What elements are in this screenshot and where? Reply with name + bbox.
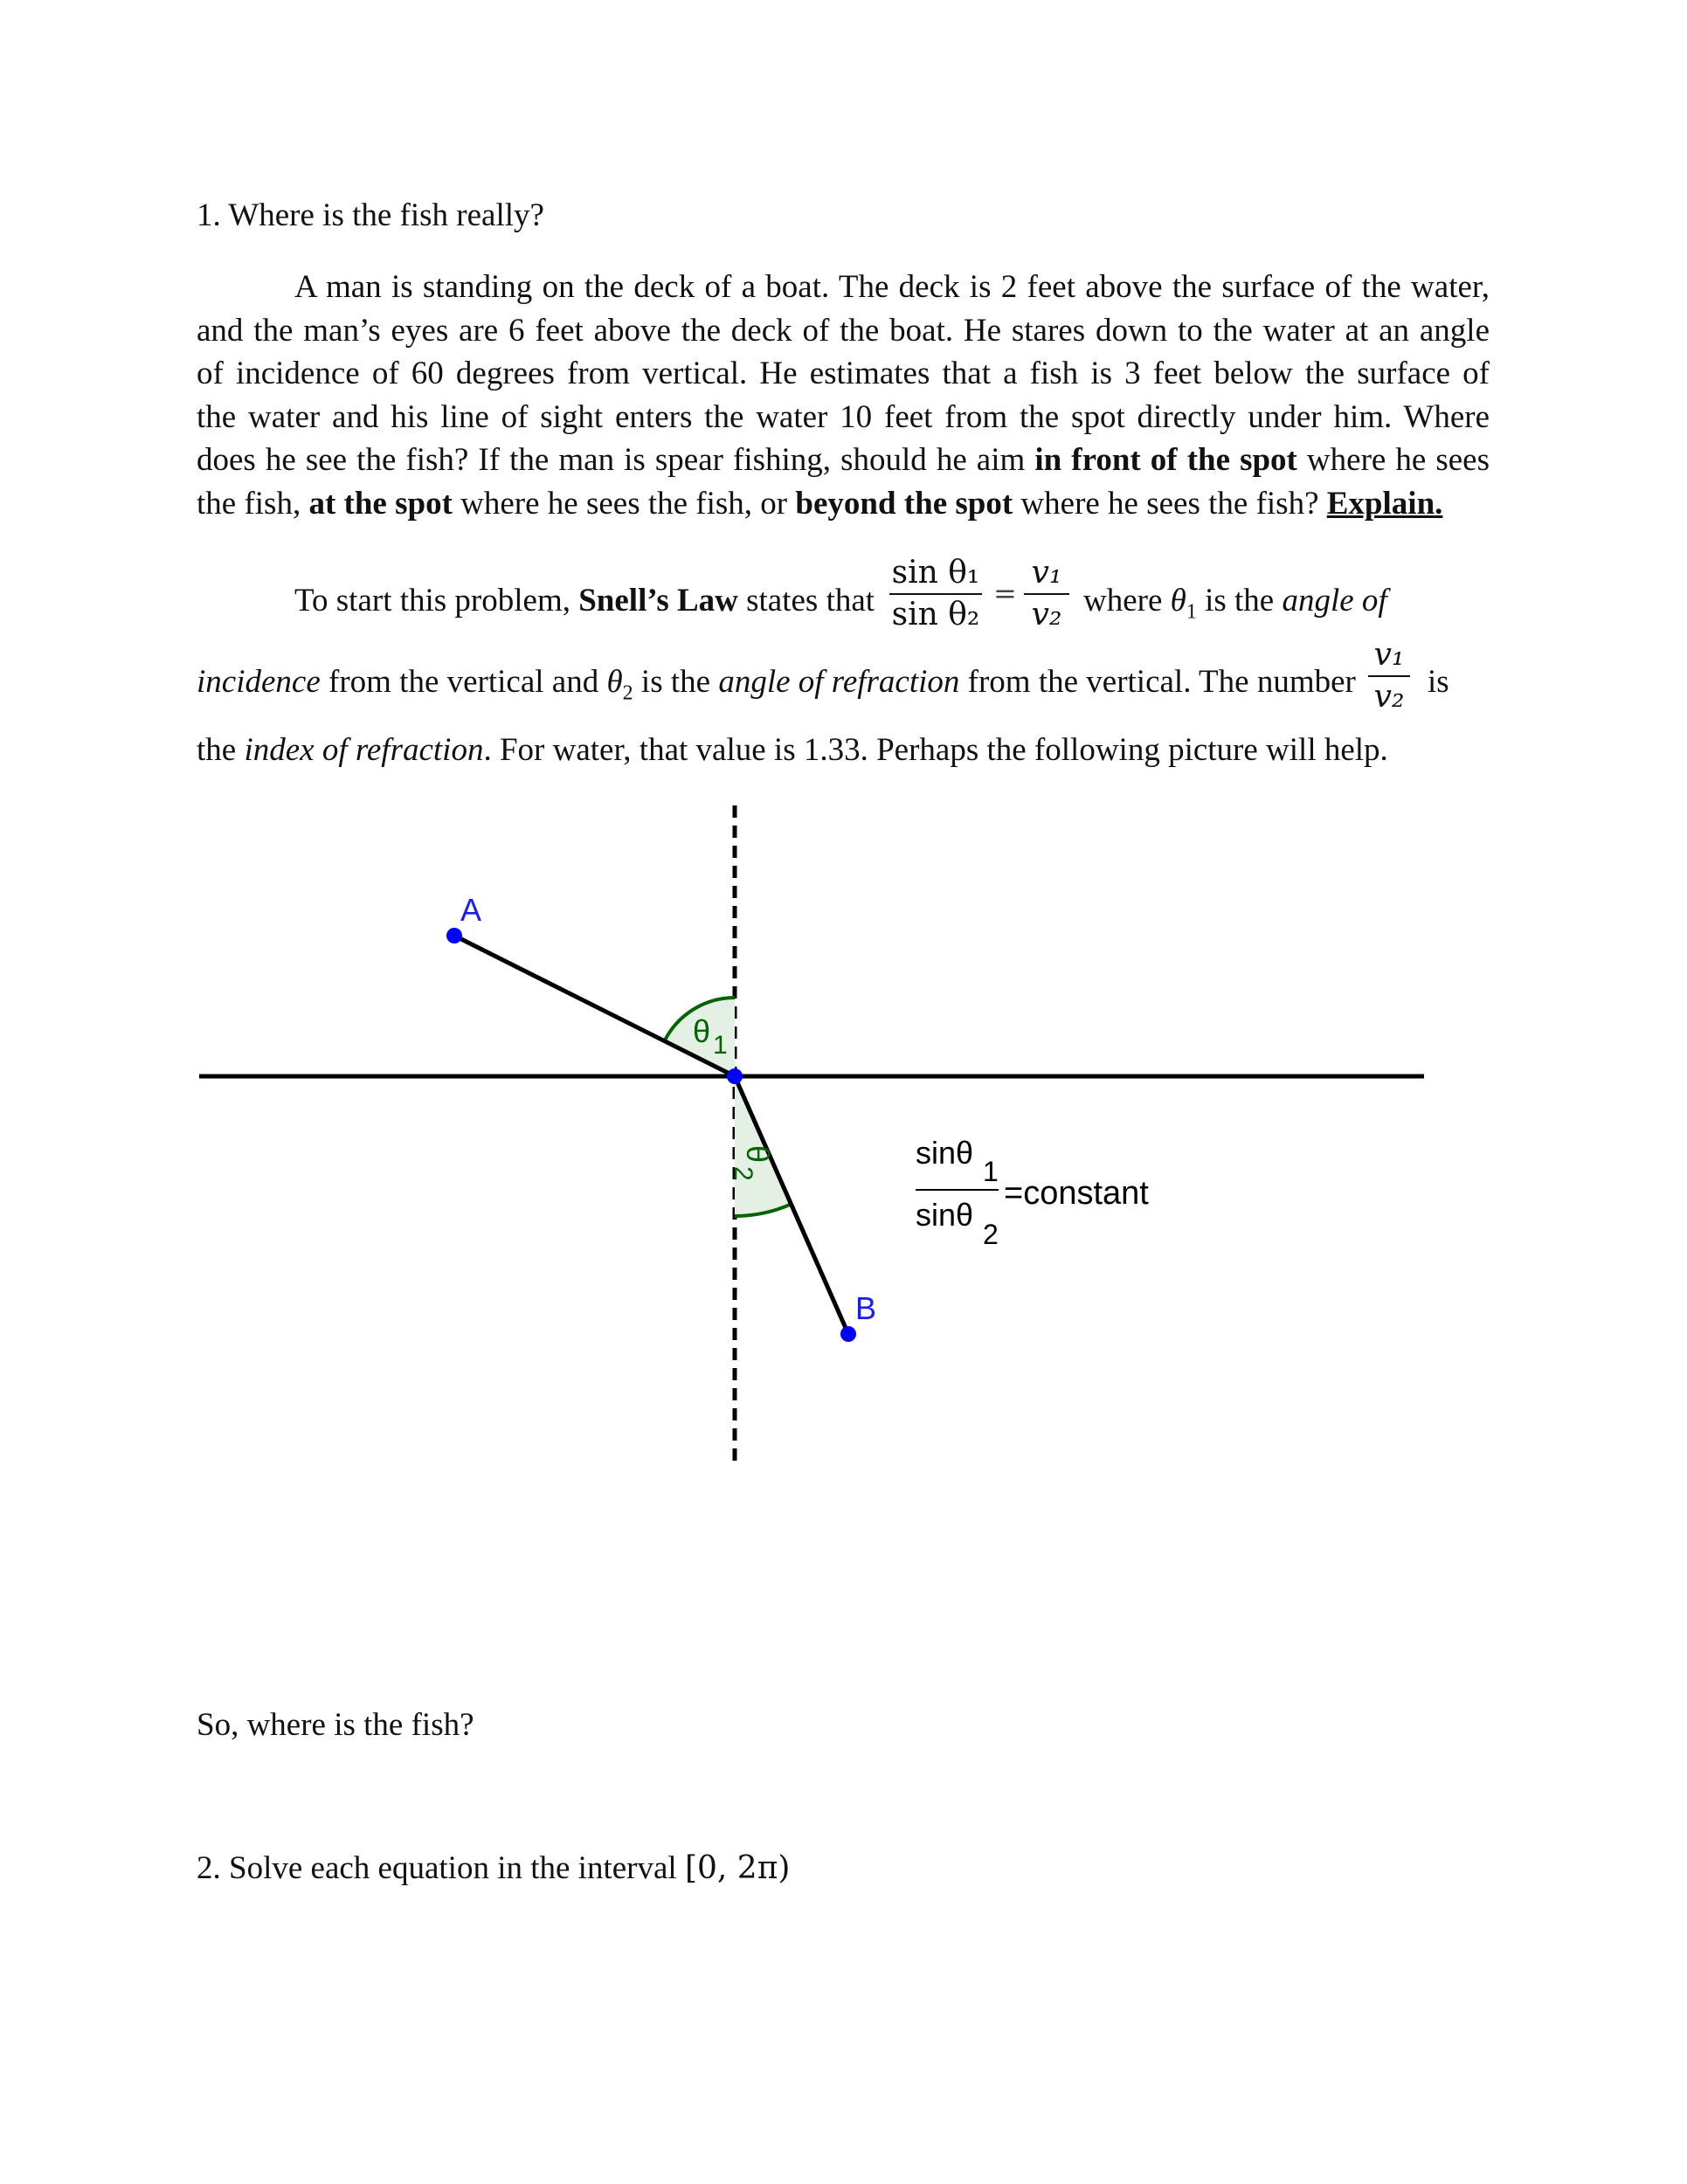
incident-ray	[454, 936, 735, 1076]
problem-line-5: does he see the fish? If the man is spear fishing, should he aim in front of the spot where he sees	[197, 442, 1490, 478]
incidence-line: incidence from the vertical and $\theta_2$ is the angle of refraction from the vertical. The number	[197, 664, 1356, 705]
in-front-of-the-spot: in front of the spot	[1034, 442, 1297, 478]
ratio-numerator-subscript: 1	[983, 1156, 999, 1187]
index-is: is	[1428, 664, 1449, 700]
snells-law: Snell’s Law	[578, 583, 738, 619]
problem-line-3: of incidence of 60 degrees from vertical. He estimates that a fish is 3 feet below the surface of	[197, 356, 1490, 391]
theta2-subscript: 2	[729, 1166, 757, 1181]
snell-velocity-fraction: v₁ v₂	[1024, 556, 1069, 632]
at-the-spot: at the spot	[308, 485, 453, 522]
point-a-label: A	[460, 892, 482, 928]
index-velocity-fraction: v₁ v₂	[1368, 638, 1410, 715]
ratio-numerator: sinθ	[916, 1135, 974, 1171]
beyond-the-spot: beyond the spot	[795, 485, 1013, 522]
q1-heading: 1. Where is the fish really?	[197, 197, 544, 233]
theta1-subscript: 1	[713, 1031, 728, 1060]
explain-prompt: Explain.	[1326, 485, 1443, 522]
point-a	[446, 928, 462, 943]
problem-line-2: and the man’s eyes are 6 feet above the deck of the boat. He stares down to the water at an angle	[197, 312, 1490, 349]
snell-sin-fraction: sin θ₁ sin θ₂	[889, 556, 982, 632]
theta2-label: θ	[740, 1145, 776, 1164]
problem-line-1: A man is standing on the deck of a boat. The deck is 2 feet above the surface of the water,	[294, 269, 1490, 305]
q2-interval: [0, 2π)	[684, 1850, 791, 1886]
q2-prompt: 2. Solve each equation in the interval [0, 2π)	[197, 1850, 791, 1886]
point-intersection	[727, 1068, 743, 1084]
index-of-refraction-line: the index of refraction. For water, that value is 1.33. Perhaps the following picture will help.	[197, 732, 1388, 768]
point-b-label: B	[855, 1290, 877, 1326]
theta1-label: θ	[693, 1013, 711, 1049]
followup-question: So, where is the fish?	[197, 1707, 474, 1743]
problem-line-4: the water and his line of sight enters the water 10 feet from the spot directly under him. Where	[197, 398, 1490, 435]
problem-line-6: the fish, at the spot where he sees the fish, or beyond the spot where he sees the fish? Explain.	[197, 485, 1443, 522]
point-b	[840, 1326, 856, 1342]
ratio-denominator: sinθ	[916, 1197, 974, 1233]
ratio-denominator-subscript: 2	[983, 1219, 999, 1250]
ratio-constant: =constant	[1004, 1175, 1149, 1212]
snell-intro: To start this problem, Snell’s Law states that	[294, 583, 875, 619]
snell-equals: =	[993, 577, 1017, 610]
snell-where-clause: where $\theta_1$ is the angle of	[1083, 583, 1387, 624]
